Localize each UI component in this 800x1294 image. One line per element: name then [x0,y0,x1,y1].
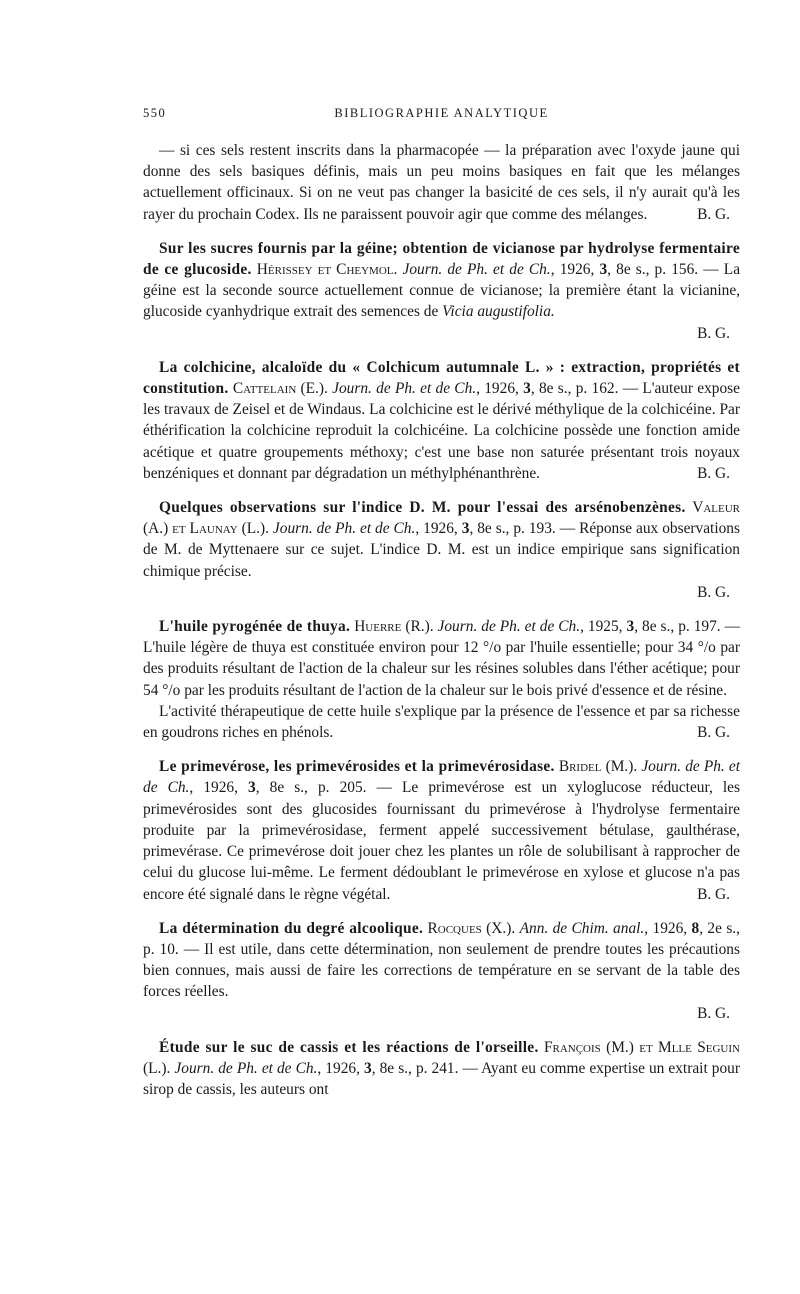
running-header [143,103,740,123]
signature: B. G. [697,885,730,903]
entry-title: Le primevérose, les primevérosides et la primevérosidase. [159,758,555,776]
signature: B. G. [697,1004,730,1022]
signature: B. G. [697,324,730,342]
signature: B. G. [697,464,730,482]
signature: B. G. [697,205,730,223]
entry-title: La colchicine, alcaloïde du « Colchicum autumnale L. » : extraction, propriétés et constitution. [143,358,740,398]
entry-text: — Ayant eu comme expertise un extrait pour sirop de cassis, les auteurs ont [143,1059,740,1099]
entry-title: Quelques observations sur l'indice D. M. pour l'essai des arsénobenzènes. [159,499,686,517]
article-body [143,140,740,1100]
abstract-entry: Le primevérose, les primevérosides et la primevérosidase. Bridel (M.). Journ. de Ph. et de Ch., 1926, 3, 8e s., p. 205. — Le primevérose est un xyloglucose réducteur, les primevérosides sont des glucosides fournissant du primevérose à l'hydrolyse fermentaire produite par la primevérosidase, ferment appelé successivement bétulase, gaulthérase, primevérase. Ce primevérose doit jouer chez les plantes un rôle de solubilisant à rapprocher de celui du glucose lui-même. Le ferment dédoublant le primevérose en xylose et glucose n'a pas encore été signalé dans le règne végétal. B. G. [143,756,740,904]
abstract-entry: Étude sur le suc de cassis et les réactions de l'orseille. François (M.) et Mlle Seguin (L.). Journ. de Ph. et de Ch., 1926, 3, 8e s., p. 241. — Ayant eu comme expertise un extrait pour sirop de cassis, les auteurs ont [143,1038,740,1099]
running-title: BIBLIOGRAPHIE ANALYTIQUE [334,106,549,120]
signature: B. G. [697,724,730,742]
entry-text: — La géine est la seconde source actuellement connue de vicianose; la première étant la vicianine, glucoside cyanhydrique extrait des semences de [143,261,741,321]
journal-name: Journ. de Ph. et de Ch. [174,1059,318,1077]
species-name: Vicia augustifolia. [442,303,555,321]
entry-authors: Huerre (R.). [354,618,434,636]
entry-title: La détermination du degré alcoolique. [159,919,424,937]
entry-authors: Cattelain (E.). [232,380,328,398]
abstract-entry: La détermination du degré alcoolique. Rocques (X.). Ann. de Chim. anal., 1926, 8, 2e s., p. 10. — Il est utile, dans cette détermination, non seulement de prendre toutes les précautions bien connues, mais aussi de faire les corrections de température en se servant de la table des forces réelles. [143,919,740,1001]
page-number: 550 [143,106,167,120]
entry-title: L'huile pyrogénée de thuya. [159,618,351,636]
continuation-paragraph: — si ces sels restent inscrits dans la pharmacopée — la préparation avec l'oxyde jaune qui donne des sels basiques définis, mais un peu moins basiques en fait que les mélanges actuellement officinaux. Si on ne veut pas changer la basicité de ces sels, il n'y aurait qu'à les rayer du prochain Codex. Ils ne paraissent pouvoir agir que comme des mélanges. B. G. [143,140,740,225]
entry-authors: Rocques (X.). [427,919,516,937]
entry-text: — L'auteur expose les travaux de Zeisel et de Windaus. La colchicine est le dérivé méthylique de la colchicéine. Par éthérification la colchicine reproduit la colchicéine. La colchicine possède une fonction amide acétique et quatre groupements méthoxy; c'est une base non saturée présentant trois noyaux benzéniques et donnant par dégradation un méthylphénanthrène. [143,380,740,482]
abstract-entry: Sur les sucres fournis par la géine; obtention de vicianose par hydrolyse fermentaire de ce glucoside. Hérissey et Cheymol. Journ. de Ph. et de Ch., 1926, 3, 8e s., p. 156. — La géine est la seconde source actuellement connue de vicianose; la première étant la vicianine, glucoside cyanhydrique extrait des semences de Vicia augustifolia. [143,239,741,321]
abstract-entry: Quelques observations sur l'indice D. M. pour l'essai des arsénobenzènes. Valeur (A.) et Launay (L.). Journ. de Ph. et de Ch., 1926, 3, 8e s., p. 193. — Réponse aux observations de M. de Myttenaere sur ce sujet. L'indice D. M. est un indice empirique sans signification chimique précise. [143,499,740,580]
journal-name: Journ. de Ph. et de Ch. [332,380,477,398]
signature: B. G. [697,583,730,601]
journal-name: Journ. de Ph. et de Ch. [143,758,740,797]
entry-authors: Bridel (M.). [558,758,638,776]
entry-text: — Le primevérose est un xyloglucose réducteur, les primevérosides sont des glucosides fournissant du primevérose à l'hydrolyse fermentaire produite par la primevérosidase, ferment appelé successivement bétulase, gaulthérase, primevérase. Ce primevérose doit jouer chez les plantes un rôle de solubilisant à rapprocher de celui du glucose lui-même. Le ferment dédoublant le primevérose en xylose et glucose n'a pas encore été signalé dans le règne végétal. [143,779,740,903]
entry-text: — L'huile légère de thuya est constituée environ pour 12 °/o par l'huile essentielle; pour 34 °/o par des produits résultant de l'action de la chaleur sur les résines solubles dans l'éther acétique; pour 54 °/o par les produits résultant de l'action de la chaleur sur le bois privé d'essence et de résine. [143,618,741,699]
abstract-entry: La colchicine, alcaloïde du « Colchicum autumnale L. » : extraction, propriétés et constitution. Cattelain (E.). Journ. de Ph. et de Ch., 1926, 3, 8e s., p. 162. — L'auteur expose les travaux de Zeisel et de Windaus. La colchicine est le dérivé méthylique de la colchicéine. Par éthérification la colchicine reproduit la colchicéine. La colchicine possède une fonction amide acétique et quatre groupements méthoxy; c'est une base non saturée présentant trois noyaux benzéniques et donnant par dégradation un méthylphénanthrène. B. G. [143,357,740,484]
entry-authors: Hérissey et Cheymol. [256,261,398,279]
journal-name: Ann. de Chim. anal. [519,919,645,937]
entry-text: — Réponse aux observations de M. de Myttenaere sur ce sujet. L'indice D. M. est un indice empirique sans signification chimique précise. [143,520,740,580]
journal-name: Journ. de Ph. et de Ch. [402,261,551,279]
entry-authors: Valeur (A.) et Launay (L.). [143,499,740,538]
entry-title: Sur les sucres fournis par la géine; obtention de vicianose par hydrolyse fermentaire de ce glucoside. [143,239,740,279]
journal-name: Journ. de Ph. et de Ch. [437,618,581,636]
entry-authors: François (M.) et Mlle Seguin (L.). [143,1038,740,1077]
journal-name: Journ. de Ph. et de Ch. [272,520,416,538]
abstract-entry: L'huile pyrogénée de thuya. Huerre (R.). Journ. de Ph. et de Ch., 1925, 3, 8e s., p. 197. — L'huile légère de thuya est constituée environ pour 12 °/o par l'huile essentielle; pour 34 °/o par des produits résultant de l'action de la chaleur sur les résines solubles dans l'éther acétique; pour 54 °/o par les produits résultant de l'action de la chaleur sur le bois privé d'essence et de résine. [143,618,741,699]
entry-text: — Il est utile, dans cette détermination, non seulement de prendre toutes les précautions bien connues, mais aussi de faire les corrections de température en se servant de la table des forces réelles. [143,940,740,1001]
entry-title: Étude sur le suc de cassis et les réactions de l'orseille. [159,1038,539,1056]
entry-paragraph: L'activité thérapeutique de cette huile s'explique par la présence de l'essence et par sa richesse en goudrons riches en phénols. B. G. [143,701,740,743]
